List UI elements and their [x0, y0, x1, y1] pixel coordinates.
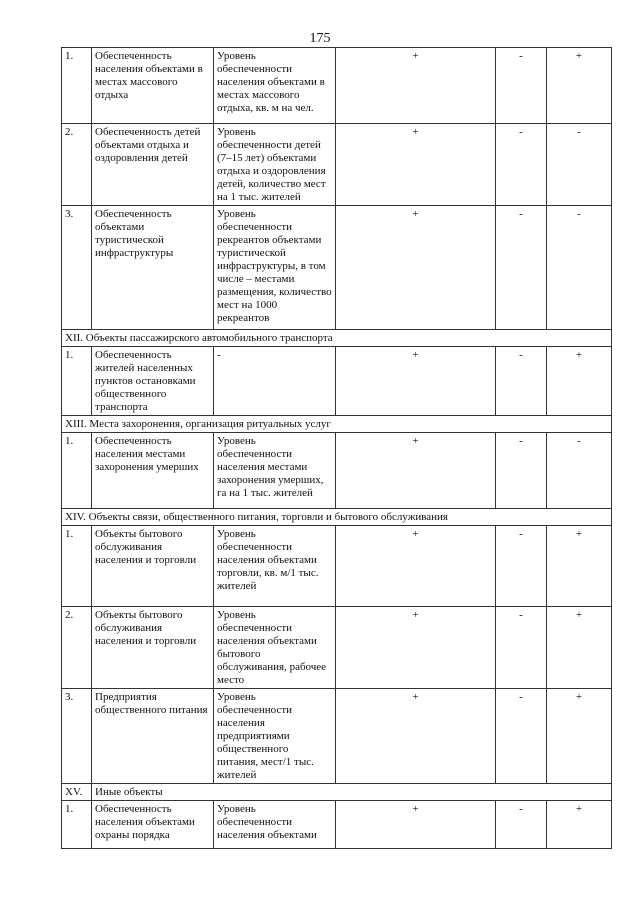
- level-description: Уровень обеспеченности населения объектами торговли, кв. м/1 тыс. жителей: [214, 526, 336, 607]
- mark-cell: +: [547, 801, 612, 849]
- table-row: [62, 124, 612, 206]
- section-row: [62, 784, 612, 801]
- mark-cell: -: [496, 607, 547, 689]
- indicator-name: Объекты бытового обслуживания населения и торговли: [92, 526, 214, 607]
- item-number: 2.: [62, 124, 92, 206]
- section-row: [62, 509, 612, 526]
- mark-cell: -: [547, 124, 612, 206]
- section-title: XII. Объекты пассажирского автомобильного транспорта: [62, 330, 612, 347]
- item-number: 1.: [62, 801, 92, 849]
- indicators-table: [61, 47, 612, 849]
- mark-cell: +: [336, 206, 496, 330]
- mark-cell: -: [496, 347, 547, 416]
- indicator-name: Обеспеченность объектами туристической инфраструктуры: [92, 206, 214, 330]
- table-row: [62, 347, 612, 416]
- mark-cell: +: [336, 526, 496, 607]
- table-row: [62, 433, 612, 509]
- table-row: [62, 689, 612, 784]
- indicator-name: Предприятия общественного питания: [92, 689, 214, 784]
- mark-cell: -: [496, 526, 547, 607]
- mark-cell: -: [496, 689, 547, 784]
- level-description: Уровень обеспеченности населения местами захоронения умерших, га на 1 тыс. жителей: [214, 433, 336, 509]
- table-row: [62, 48, 612, 124]
- table-row: [62, 801, 612, 849]
- section-title: XIV. Объекты связи, общественного питания, торговли и бытового обслуживания: [62, 509, 612, 526]
- item-number: 1.: [62, 526, 92, 607]
- level-description: Уровень обеспеченности рекреантов объектами туристической инфраструктуры, в том числе – местами размещения, количество мест на 1000 рекреантов: [214, 206, 336, 330]
- mark-cell: +: [336, 48, 496, 124]
- item-number: 3.: [62, 206, 92, 330]
- mark-cell: -: [496, 206, 547, 330]
- level-description: -: [214, 347, 336, 416]
- mark-cell: +: [336, 689, 496, 784]
- mark-cell: +: [547, 689, 612, 784]
- indicators-table-body: [62, 48, 612, 849]
- indicator-name: Обеспеченность жителей населенных пунктов остановками общественного транспорта: [92, 347, 214, 416]
- item-number: 1.: [62, 433, 92, 509]
- item-number: 1.: [62, 48, 92, 124]
- indicator-name: Обеспеченность населения местами захоронения умерших: [92, 433, 214, 509]
- level-description: Уровень обеспеченности детей (7–15 лет) объектами отдыха и оздоровления детей, количество мест на 1 тыс. жителей: [214, 124, 336, 206]
- level-description: Уровень обеспеченности населения объектами бытового обслуживания, рабочее место: [214, 607, 336, 689]
- section-title: XIII. Места захоронения, организация ритуальных услуг: [62, 416, 612, 433]
- mark-cell: +: [547, 48, 612, 124]
- mark-cell: +: [336, 607, 496, 689]
- page-number: 175: [309, 31, 331, 46]
- mark-cell: +: [336, 433, 496, 509]
- mark-cell: -: [496, 124, 547, 206]
- mark-cell: -: [496, 433, 547, 509]
- indicator-name: Объекты бытового обслуживания населения и торговли: [92, 607, 214, 689]
- mark-cell: +: [547, 347, 612, 416]
- mark-cell: +: [336, 347, 496, 416]
- item-number: 1.: [62, 347, 92, 416]
- level-description: Уровень обеспеченности населения предприятиями общественного питания, мест/1 тыс. жителей: [214, 689, 336, 784]
- level-description: Уровень обеспеченности населения объектами в местах массового отдыха, кв. м на чел.: [214, 48, 336, 124]
- table-row: [62, 607, 612, 689]
- section-title: Иные объекты: [92, 784, 612, 801]
- mark-cell: +: [336, 801, 496, 849]
- mark-cell: -: [547, 206, 612, 330]
- table-row: [62, 526, 612, 607]
- mark-cell: +: [547, 526, 612, 607]
- level-description: Уровень обеспеченности населения объектами: [214, 801, 336, 849]
- mark-cell: +: [547, 607, 612, 689]
- indicator-name: Обеспеченность детей объектами отдыха и оздоровления детей: [92, 124, 214, 206]
- indicator-name: Обеспеченность населения объектами в местах массового отдыха: [92, 48, 214, 124]
- indicator-name: Обеспеченность населения объектами охраны порядка: [92, 801, 214, 849]
- mark-cell: +: [336, 124, 496, 206]
- mark-cell: -: [496, 48, 547, 124]
- item-number: 3.: [62, 689, 92, 784]
- section-number: XV.: [62, 784, 92, 801]
- table-row: [62, 206, 612, 330]
- section-row: [62, 416, 612, 433]
- mark-cell: -: [547, 433, 612, 509]
- mark-cell: -: [496, 801, 547, 849]
- item-number: 2.: [62, 607, 92, 689]
- section-row: [62, 330, 612, 347]
